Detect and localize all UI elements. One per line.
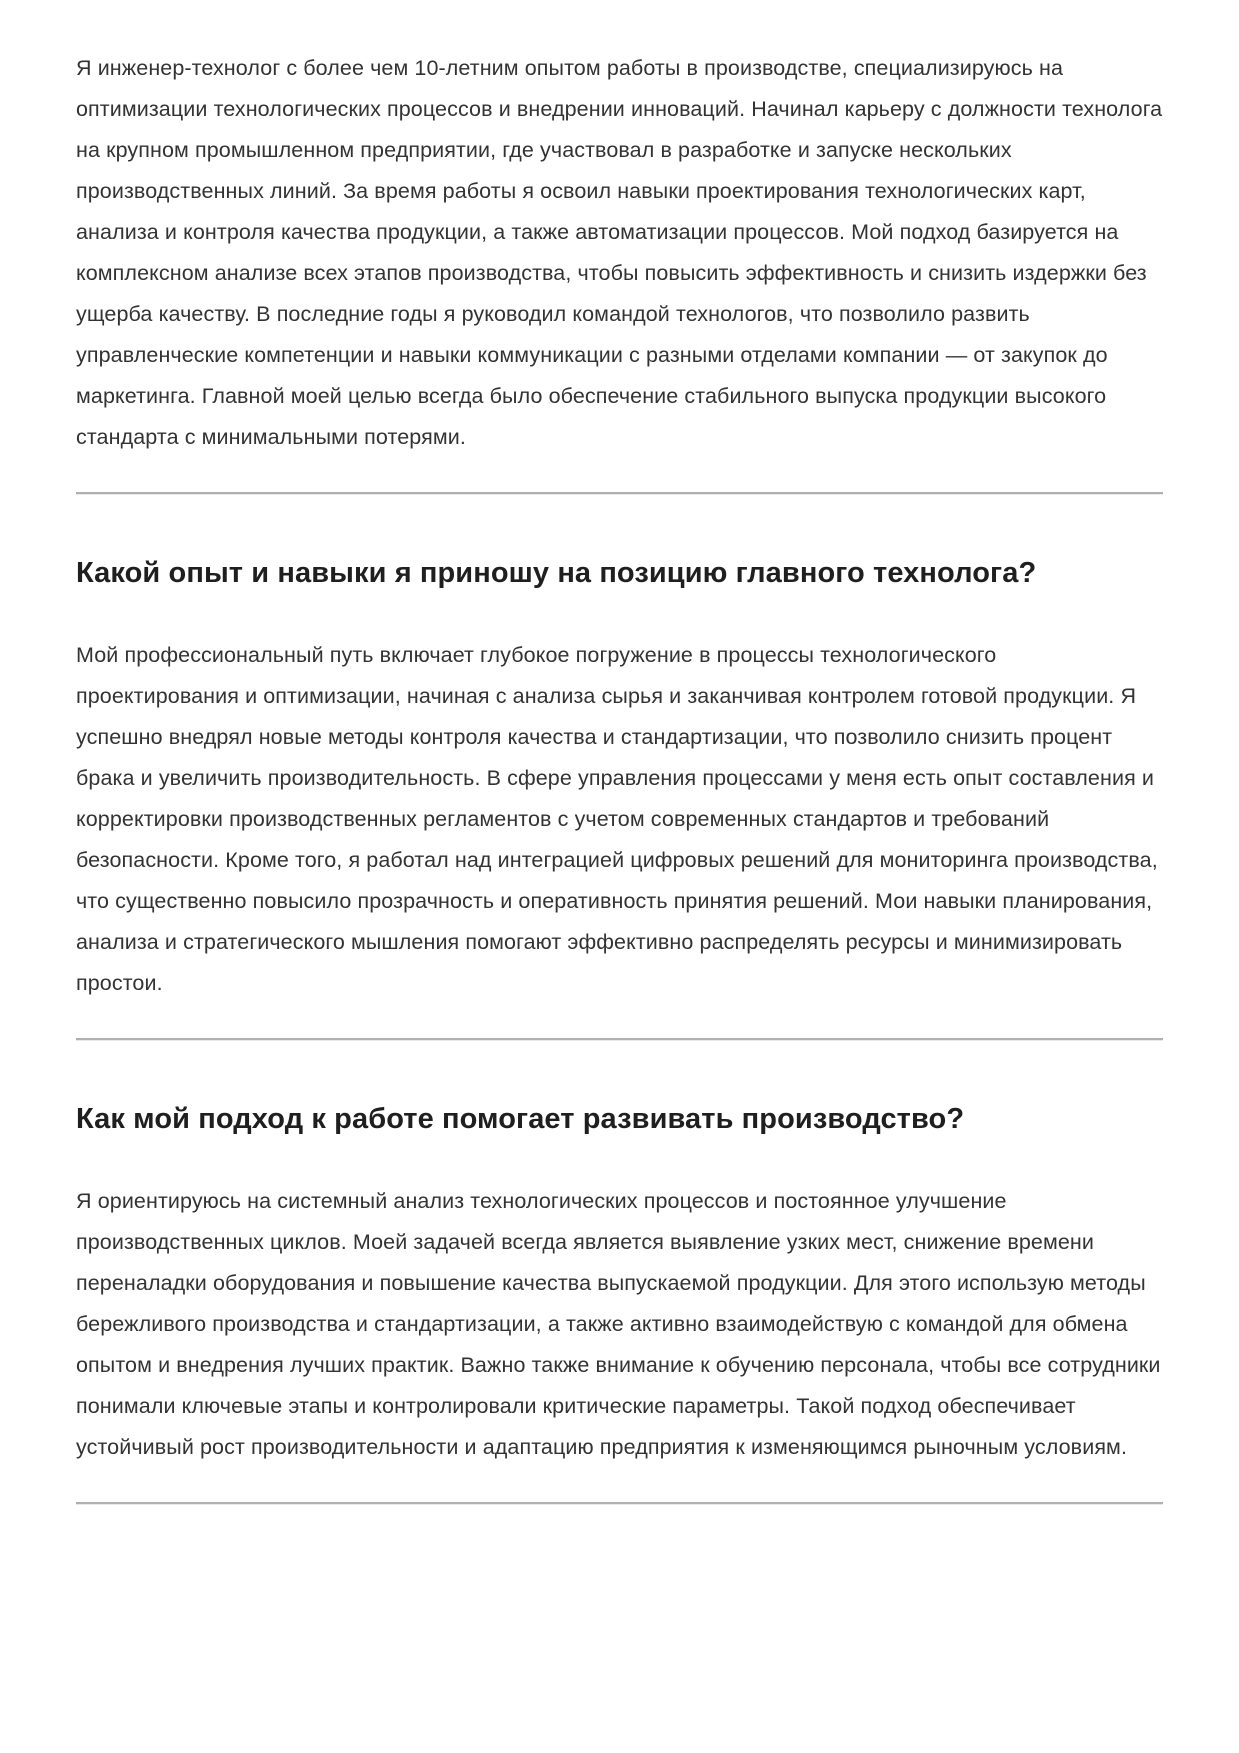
section-divider <box>76 1502 1163 1505</box>
section-divider <box>76 492 1163 495</box>
qa-section-experience <box>76 555 1163 1004</box>
question-heading: Какой опыт и навыки я приношу на позицию главного технолога? <box>76 557 1037 589</box>
intro-paragraph: Я инженер-технолог с более чем 10-летним опытом работы в производстве, специализируюсь на оптимизации технологических процессов и внедрении инноваций. Начинал карьеру с должности технолога на крупном промышленном предприятии, где участвовал в разработке и запуске нескольких производственных линий. За время работы я освоил навыки проектирования технологических карт, анализа и контроля качества продукции, а также автоматизации процессов. Мой подход базируется на комплексном анализе всех этапов производства, чтобы повысить эффективность и снизить издержки без ущерба качеству. В последние годы я руководил командой технологов, что позволило развить управленческие компетенции и навыки коммуникации с разными отделами компании — от закупок до маркетинга. Главной моей целью всегда было обеспечение стабильного выпуска продукции высокого стандарта с минимальными потерями. <box>76 56 1163 449</box>
question-heading: Как мой подход к работе помогает развивать производство? <box>76 1103 965 1135</box>
section-divider <box>76 1038 1163 1041</box>
answer-paragraph: Я ориентируюсь на системный анализ технологических процессов и постоянное улучшение производственных циклов. Моей задачей всегда является выявление узких мест, снижение времени переналадки оборудования и повышение качества выпускаемой продукции. Для этого использую методы бережливого производства и стандартизации, а также активно взаимодействую с командой для обмена опытом и внедрения лучших практик. Важно также внимание к обучению персонала, чтобы все сотрудники понимали ключевые этапы и контролировали критические параметры. Такой подход обеспечивает устойчивый рост производительности и адаптацию предприятия к изменяющимся рыночным условиям. <box>76 1189 1161 1459</box>
qa-section-approach <box>76 1101 1163 1468</box>
answer-paragraph: Мой профессиональный путь включает глубокое погружение в процессы технологического проектирования и оптимизации, начиная с анализа сырья и заканчивая контролем готовой продукции. Я успешно внедрял новые методы контроля качества и стандартизации, что позволило снизить процент брака и увеличить производительность. В сфере управления процессами у меня есть опыт составления и корректировки производственных регламентов с учетом современных стандартов и требований безопасности. Кроме того, я работал над интеграцией цифровых решений для мониторинга производства, что существенно повысило прозрачность и оперативность принятия решений. Мои навыки планирования, анализа и стратегического мышления помогают эффективно распределять ресурсы и минимизировать простои. <box>76 643 1158 995</box>
